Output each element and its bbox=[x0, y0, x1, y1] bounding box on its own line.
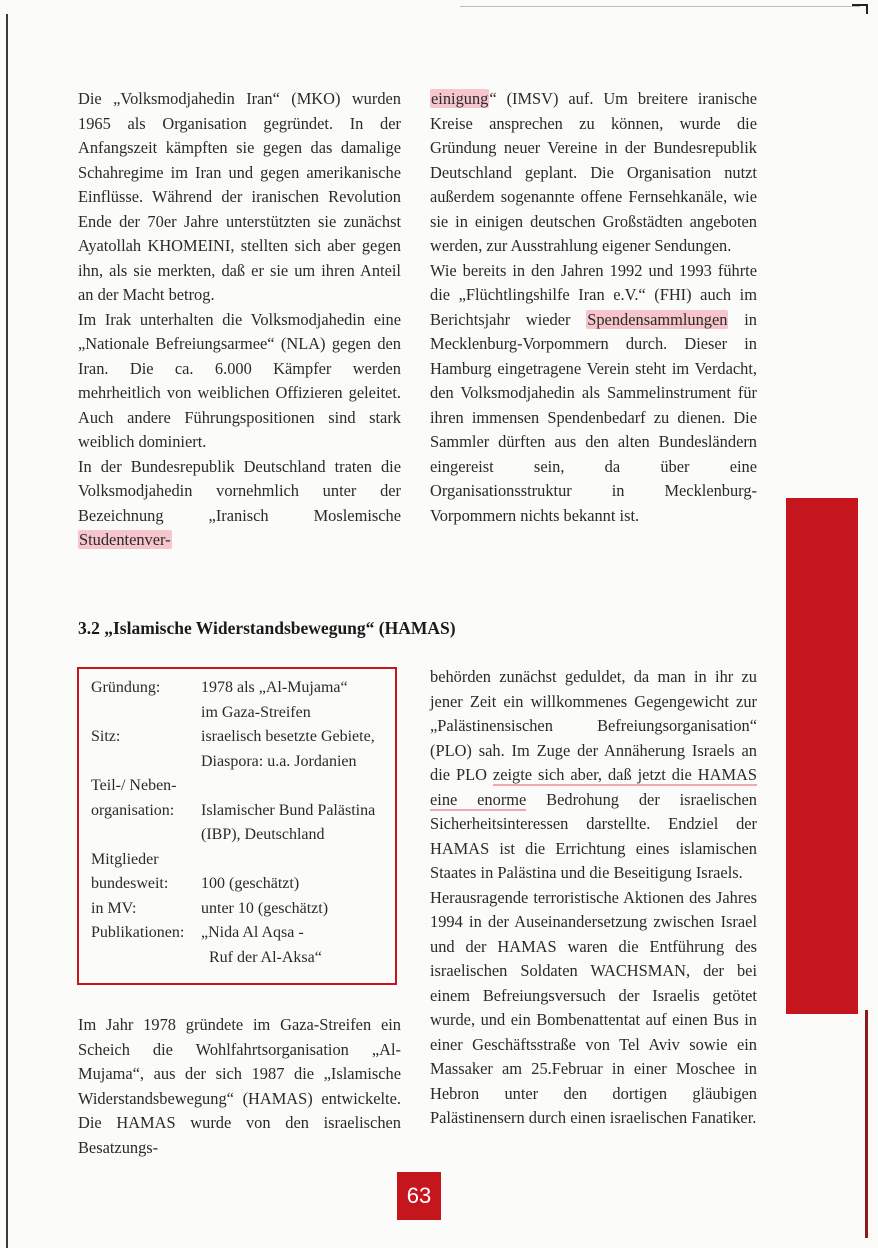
paragraph-germany bbox=[78, 455, 401, 553]
info-value-seat-line1: israelisch besetzte Gebiete, bbox=[201, 728, 375, 745]
paragraph-germany-text: In der Bundesrepublik Deutschland traten die Volksmodjahedin vornehmlich unter der Bezeichnung „Iranisch Moslemische bbox=[78, 456, 401, 525]
paragraph-fhi-text-2: in Mecklenburg-Vorpommern durch. Dieser in Hamburg eingetragene Verein steht im Verdacht, den Volksmodjahedin als Sammelinstrument für ihren immensen Spendenbedarf zu dienen. Die Sammler dürften aus den alten Bundesländern eingereist sein, da über eine Organisationsstruktur in Mecklenburg-Vorpommern nichts bekannt ist. bbox=[430, 309, 757, 525]
text-column-right-top bbox=[430, 87, 757, 528]
info-value-federal: 100 (geschätzt) bbox=[201, 875, 300, 892]
info-value-suborg-line1: Islamischer Bund Palästina bbox=[201, 801, 376, 819]
text-column-left-top bbox=[78, 87, 401, 553]
paragraph-hamas-threat-text-2: Bedrohung der israelischen Sicherheitsinteressen darstellte. Endziel der HAMAS ist die Errichtung eines islamischen Staates in Palästina und die Beseitigung Israels. bbox=[430, 789, 758, 882]
info-label-seat: Sitz: bbox=[91, 728, 121, 745]
chapter-side-tab bbox=[786, 498, 858, 1014]
highlight-einigung: einigung bbox=[431, 89, 489, 108]
section-title: 3.2 „Islamische Widerstandsbewegung“ (HAMAS) bbox=[78, 618, 456, 638]
paragraph-mko-history: Die „Volksmodjahedin Iran“ (MKO) wurden 1965 als Organisation gegründet. In der Anfangszeit kämpften sie gegen das damalige Schahregime im Iran und gegen amerikanische Einflüsse. Während der iranischen Revolution Ende der 70er Jahre unterstützten sie zunächst Ayatollah KHOMEINI, stellten sich aber gegen ihn, als sie merkten, daß er sie um ihren Anteil an der Macht betrog. bbox=[78, 89, 401, 304]
highlight-spendensammlungen: Spendensammlungen bbox=[587, 309, 728, 329]
scan-edge-top bbox=[460, 6, 860, 7]
hamas-info-box bbox=[77, 667, 397, 985]
paragraph-hamas-origin: Im Jahr 1978 gründete im Gaza-Streifen ein Scheich die Wohlfahrtsorganisation „Al-Mujama“, aus der sich 1987 die „Islamische Widerstandsbewegung“ (HAMAS) entwickelte. Die HAMAS wurde von den israelischen Besatzungs- bbox=[78, 1015, 401, 1157]
paragraph-fhi bbox=[430, 259, 757, 529]
info-value-mv: unter 10 (geschätzt) bbox=[201, 899, 329, 917]
info-value-seat-line2: Diaspora: u.a. Jordanien bbox=[201, 752, 357, 770]
scan-edge-left bbox=[6, 14, 8, 1248]
info-label-mv: in MV: bbox=[91, 899, 137, 917]
info-value-publications-line2: Ruf der Al-Aksa“ bbox=[209, 948, 322, 966]
info-label-members: Mitglieder bbox=[91, 850, 159, 868]
info-value-publications bbox=[201, 921, 395, 970]
scan-corner-mark bbox=[852, 4, 868, 14]
paragraph-hamas-threat bbox=[430, 665, 757, 886]
info-value-publications-line1: „Nida Al Aqsa - bbox=[201, 924, 304, 941]
info-row-members bbox=[91, 848, 395, 873]
info-label-founding: Gründung: bbox=[91, 679, 161, 696]
info-value-seat bbox=[201, 725, 395, 774]
info-label-publications: Publikationen: bbox=[91, 924, 185, 941]
info-row-suborg-label bbox=[91, 774, 395, 799]
paragraph-imsv bbox=[430, 87, 757, 259]
paragraph-hamas-actions: Herausragende terroristische Aktionen des Jahres 1994 in der Auseinandersetzung zwischen Israel und der HAMAS waren die Entführung des israelischen Soldaten WACHSMAN, der bei einem Befreiungsversuch der Israelis getötet wurde, und ein Bombenattentat auf einen Bus in einer Geschäftsstraße von Tel Aviv sowie ein Massaker am 25.Februar in einer Moschee in Hebron unter den dortigen gläubigen Palästinensern durch einen israelischen Fanatiker. bbox=[430, 887, 757, 1127]
info-value-founding-line1: 1978 als „Al-Mujama“ bbox=[201, 679, 348, 696]
paragraph-imsv-text: “ (IMSV) auf. Um breitere iranische Kreise ansprechen zu können, wurde die Gründung neuer Vereine in der Bundesrepublik Deutschland geplant. Die Organisation nutzt außerdem sogenannte offene Fernsehkanäle, wie sie in einigen deutschen Großstädten angeboten werden, zur Ausstrahlung eigener Sendungen. bbox=[430, 89, 757, 255]
info-row-mv bbox=[91, 897, 395, 922]
info-value-suborg bbox=[201, 799, 395, 848]
info-value-founding bbox=[201, 676, 395, 725]
highlight-studentenvereinigung: Studentenver- bbox=[79, 530, 171, 549]
info-row-suborg bbox=[91, 799, 395, 848]
scan-edge-right bbox=[865, 1010, 868, 1238]
underline-hamas-threat: zeigte sich aber, daß jetzt die HAMAS eine enorme bbox=[430, 765, 757, 809]
info-value-founding-line2: im Gaza-Streifen bbox=[201, 703, 311, 721]
info-row-federal bbox=[91, 872, 395, 897]
info-value-suborg-line2: (IBP), Deutschland bbox=[201, 826, 325, 843]
paragraph-fhi-text-1: Wie bereits in den Jahren 1992 und 1993 führte die „Flüchtlingshilfe Iran e.V.“ (FHI) auch im Berichtsjahr wieder bbox=[430, 260, 757, 329]
info-row-seat bbox=[91, 725, 395, 774]
info-row-founding bbox=[91, 676, 395, 725]
info-label-suborg-1: Teil-/ Neben- bbox=[91, 777, 177, 794]
paragraph-hamas-threat-text-1: behörden zunächst geduldet, da man in ihr zu jener Zeit ein willkommenes Gegengewicht zur „Palästinensischen Befreiungsorganisation“ (PLO) sah. Im Zuge der Annäherung Israels an die PLO bbox=[430, 667, 757, 784]
info-label-suborg-2: organisation: bbox=[91, 801, 175, 819]
info-label-federal: bundesweit: bbox=[91, 875, 169, 892]
info-row-publications bbox=[91, 921, 395, 970]
text-column-left-bottom bbox=[78, 1013, 401, 1160]
text-column-right-bottom bbox=[430, 665, 757, 1131]
paragraph-nla: Im Irak unterhalten die Volksmodjahedin eine „Nationale Befreiungsarmee“ (NLA) gegen den Iran. Die ca. 6.000 Kämpfer werden mehrheitlich von weiblichen Offizieren geleitet. Auch andere Führungspositionen sind stark weiblich dominiert. bbox=[78, 309, 401, 451]
page-number: 63 bbox=[397, 1172, 441, 1220]
